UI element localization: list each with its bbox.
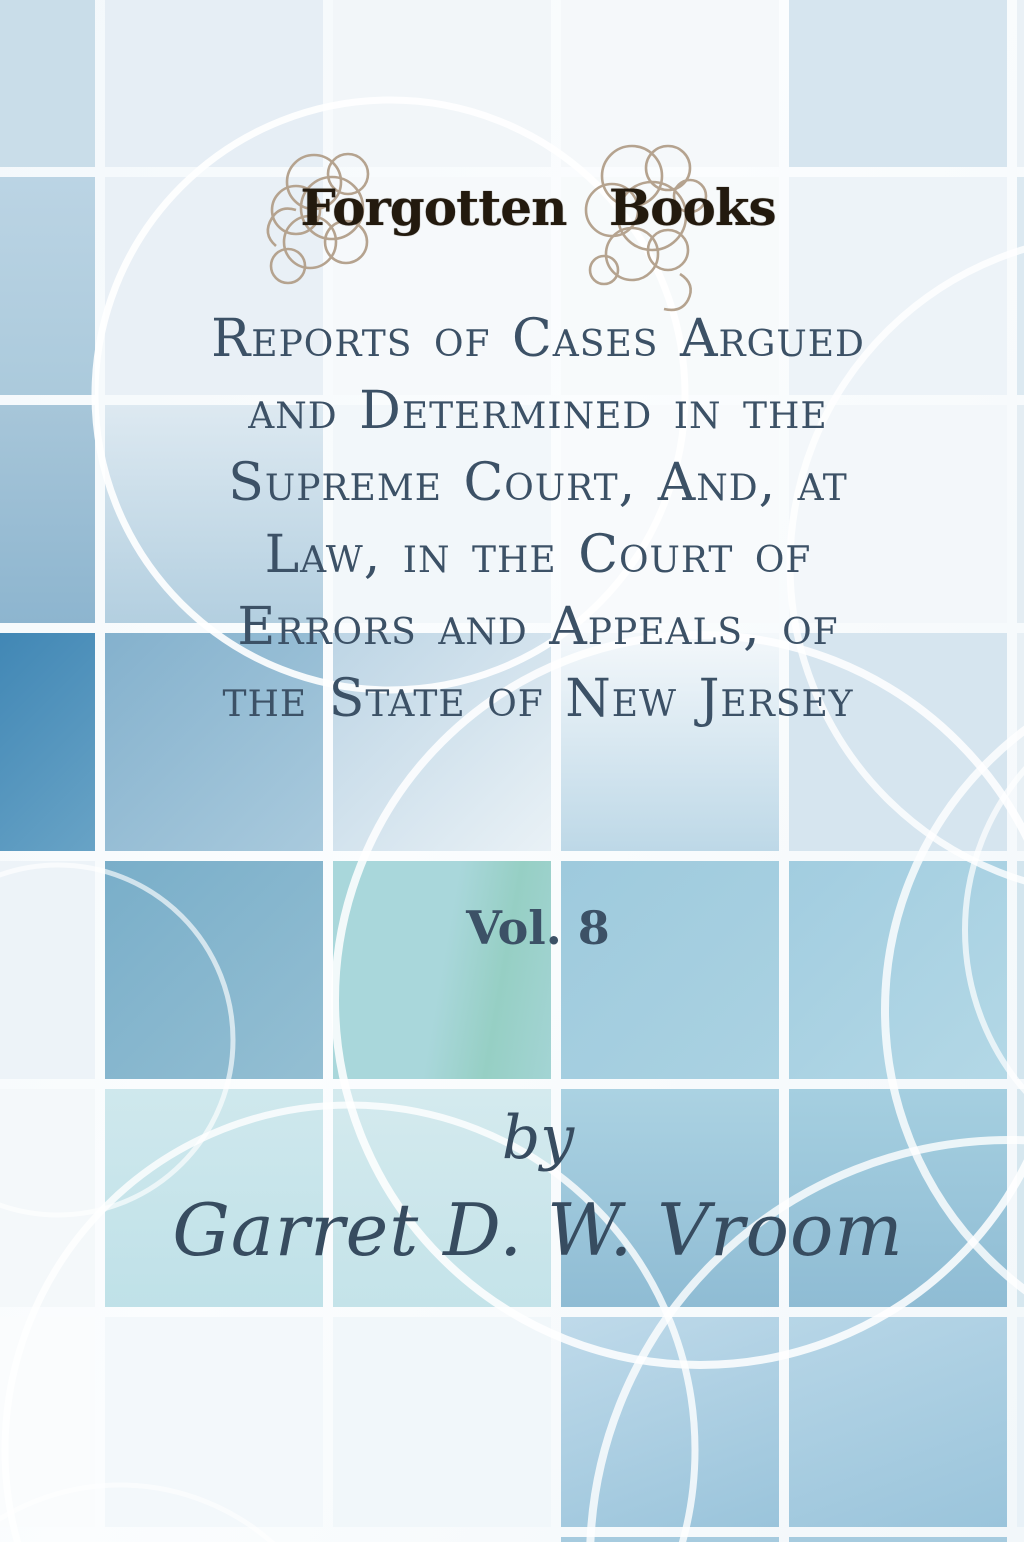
publisher-logo-wrap <box>260 148 815 267</box>
volume-label: Vol. 8 <box>466 901 610 955</box>
publisher-name: Forgotten Books <box>300 178 776 237</box>
byline-prefix: by <box>501 1103 575 1173</box>
title-line: and Determined in the <box>248 381 828 441</box>
author-block <box>26 1180 1024 1280</box>
title-line: the State of New Jersey <box>222 669 854 729</box>
title-line: Errors and Appeals, of <box>237 597 839 657</box>
author-name: Garret D. W. Vroom <box>172 1188 904 1272</box>
volume-block <box>26 899 1024 957</box>
byline-prefix-block <box>26 1096 1024 1180</box>
title-line: Supreme Court, And, at <box>228 453 848 513</box>
title-line: Reports of Cases Argued <box>211 309 865 369</box>
book-title <box>26 303 1024 735</box>
title-line: Law, in the Court of <box>264 525 812 585</box>
publisher-logo <box>26 148 1024 267</box>
